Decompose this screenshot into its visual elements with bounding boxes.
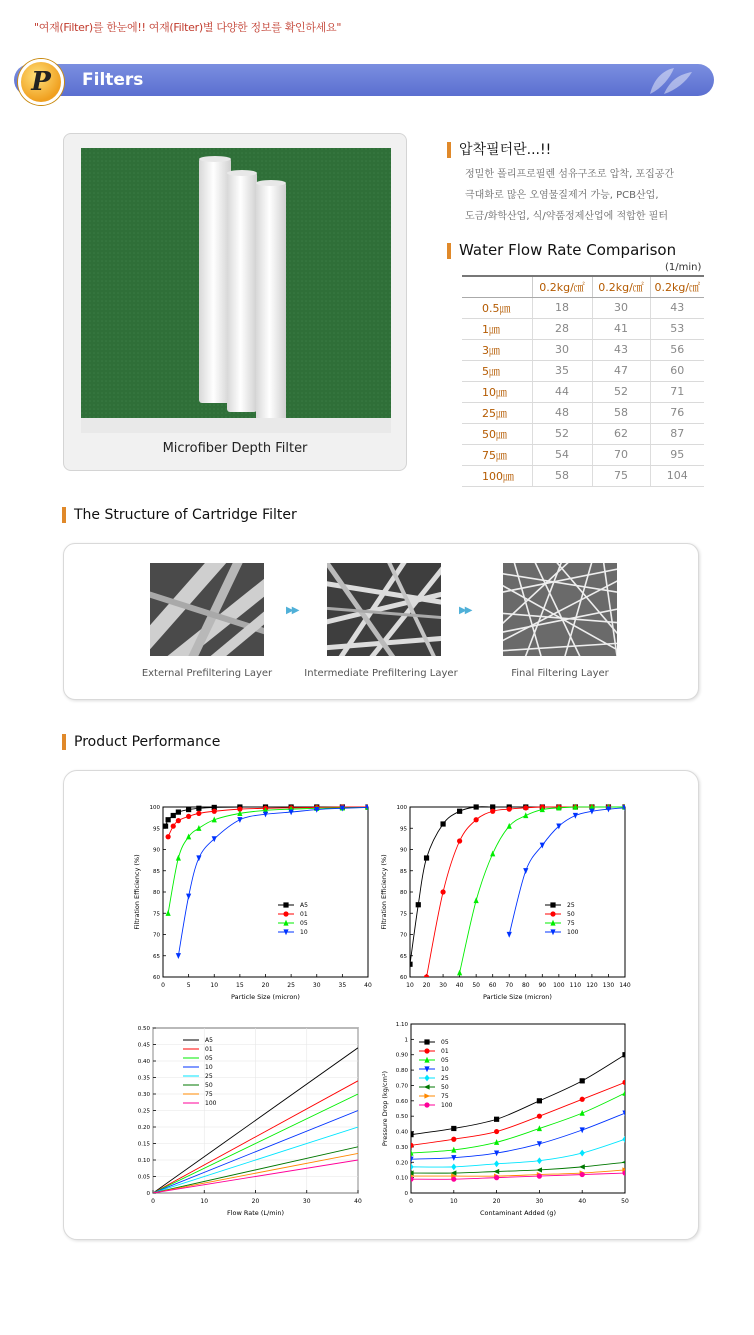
efficiency-chart-large [375,795,635,1005]
flow-rate-table [462,275,704,487]
table-header-row [462,276,704,297]
x-tick-label: 90 [538,982,547,989]
y-tick-label: 0.40 [137,1059,150,1065]
flow-table-heading: Water Flow Rate Comparison [447,241,676,259]
table-cell: 70 [592,444,650,465]
table-cell: 52 [592,381,650,402]
heading-marker [62,734,66,750]
data-point [440,889,445,894]
heading-marker [447,142,451,158]
y-tick-label: 0.80 [395,1068,408,1075]
layer-label: Intermediate Prefiltering Layer [304,668,458,679]
x-tick-label: 35 [338,982,347,989]
row-label: 1㎛ [462,318,532,339]
data-point [424,974,429,979]
legend-label: 05 [441,1057,449,1064]
legend-label: 100 [441,1102,453,1109]
table-cell: 56 [650,339,704,360]
x-tick-label: 30 [312,982,321,989]
y-tick-label: 0 [404,1191,408,1197]
legend-label: A5 [300,902,308,909]
y-tick-label: 0.60 [395,1098,408,1105]
y-tick-label: 100 [149,805,160,811]
flow-pressure-chart [128,1018,378,1228]
p-badge-icon: P [18,59,64,105]
layer-label: Final Filtering Layer [511,668,609,679]
data-point [424,855,429,860]
intro-heading: 압착필터란...!! [447,139,551,159]
row-label: 100㎛ [462,465,532,486]
legend-label: 75 [567,920,575,927]
table-cell: 41 [592,318,650,339]
y-tick-label: 70 [153,932,160,939]
data-point [212,809,217,814]
y-tick-label: 95 [400,826,407,833]
data-point [457,838,462,843]
y-tick-label: 0.70 [395,1083,408,1090]
legend-marker [424,1039,429,1044]
y-axis-label: Filtration Efficiency (%) [380,854,388,930]
x-tick-label: 0 [151,1198,155,1205]
page-title: Filters [82,70,144,90]
data-point [416,902,421,907]
data-point [537,1174,542,1179]
efficiency-chart-small [128,795,378,1005]
data-point [580,1172,585,1177]
x-tick-label: 30 [535,1198,544,1205]
y-tick-label: 90 [400,847,407,854]
legend-label: 100 [567,929,579,936]
y-tick-label: 0.30 [137,1092,150,1098]
y-tick-label: 0.40 [395,1129,408,1136]
x-tick-label: 0 [409,1198,413,1205]
table-cell: 48 [532,402,592,423]
legend-marker [550,902,555,907]
data-point [494,1129,499,1134]
data-point [163,824,168,829]
data-point [451,1177,456,1182]
data-point [523,805,528,810]
y-tick-label: 90 [153,847,160,854]
x-tick-label: 40 [364,982,372,989]
y-tick-label: 100 [396,805,407,811]
table-cell: 62 [592,423,650,444]
y-tick-label: 60 [153,975,160,981]
x-tick-label: 140 [619,982,631,989]
legend-label: 50 [567,911,575,918]
structure-heading: The Structure of Cartridge Filter [62,507,297,523]
table-cell: 54 [532,444,592,465]
external-layer-micrograph [150,563,264,656]
legend-label: A5 [205,1037,213,1044]
x-tick-label: 5 [186,982,191,989]
legend-label: 10 [441,1066,449,1073]
x-axis-label: Particle Size (micron) [483,993,552,1001]
plot-frame [163,807,368,977]
y-tick-label: 0.35 [137,1075,150,1082]
table-row [462,465,704,486]
data-point [622,1080,627,1085]
data-point [166,834,171,839]
data-point [580,1097,585,1102]
data-point [580,1078,585,1083]
x-tick-label: 10 [406,982,414,989]
legend-label: 75 [205,1091,213,1098]
legend-label: 01 [300,911,308,918]
data-point [408,1177,413,1182]
arrow-right-icon: ▶▶ [459,605,471,616]
filter-cartridge-image [81,148,391,433]
x-tick-label: 10 [449,1198,458,1205]
table-cell: 95 [650,444,704,465]
table-cell: 43 [650,297,704,318]
final-layer-micrograph [503,563,617,656]
contaminant-pressure-chart [375,1018,635,1228]
data-point [186,814,191,819]
table-row [462,444,704,465]
x-axis-label: Contaminant Added (g) [479,1209,557,1217]
legend-label: 100 [205,1100,217,1107]
x-tick-label: 10 [200,1198,209,1205]
column-header: 0.2kg/㎠ [592,276,650,297]
table-cell: 47 [592,360,650,381]
legend-label: 01 [441,1048,449,1055]
data-point [494,1117,499,1122]
x-tick-label: 130 [602,982,615,989]
table-row [462,402,704,423]
data-point [622,1052,627,1057]
data-point [474,804,479,809]
y-tick-label: 65 [400,953,407,960]
y-tick-label: 0.10 [137,1158,150,1164]
table-cell: 58 [532,465,592,486]
data-point [451,1137,456,1142]
data-point [440,821,445,826]
legend-marker [550,911,555,916]
table-cell: 44 [532,381,592,402]
table-cell: 87 [650,423,704,444]
column-header: 0.2kg/㎠ [532,276,592,297]
data-point [407,962,412,967]
y-tick-label: 0.15 [137,1141,150,1148]
column-header: 0.2kg/㎠ [650,276,704,297]
table-cell: 35 [532,360,592,381]
x-tick-label: 40 [578,1198,587,1205]
legend-label: 50 [205,1082,213,1089]
row-label: 50㎛ [462,423,532,444]
x-tick-label: 50 [621,1198,629,1205]
intro-line: 도금/화학산업, 식/약품정제산업에 적합한 필터 [465,211,668,222]
row-label: 25㎛ [462,402,532,423]
y-tick-label: 0.30 [395,1144,408,1151]
row-label: 3㎛ [462,339,532,360]
table-cell: 75 [592,465,650,486]
data-point [537,1098,542,1103]
y-tick-label: 0.90 [395,1052,408,1059]
y-tick-label: 0.05 [137,1174,150,1181]
x-tick-label: 10 [210,982,219,989]
y-tick-label: 75 [153,911,160,918]
y-tick-label: 75 [400,911,407,918]
y-axis-label: Pressure Drop (kg/cm²) [381,1070,389,1147]
table-cell: 18 [532,297,592,318]
product-caption: Microfiber Depth Filter [162,441,308,456]
legend-label: 05 [205,1055,213,1062]
data-point [196,811,201,816]
row-label: 75㎛ [462,444,532,465]
table-row [462,318,704,339]
y-tick-label: 85 [400,868,407,875]
data-point [494,1175,499,1180]
y-tick-label: 85 [153,868,160,875]
y-tick-label: 70 [400,932,407,939]
y-tick-label: 0 [146,1191,150,1197]
legend-label: 25 [567,902,575,909]
row-label: 5㎛ [462,360,532,381]
intro-line: 극대화로 많은 오염물질제거 가능, PCB산업, [465,190,659,201]
y-tick-label: 0.50 [137,1026,150,1032]
y-tick-label: 0.20 [137,1125,150,1131]
table-row [462,297,704,318]
y-tick-label: 0.50 [395,1114,408,1121]
table-cell: 60 [650,360,704,381]
data-point [171,813,176,818]
performance-heading: Product Performance [62,734,220,750]
table-cell: 53 [650,318,704,339]
x-tick-label: 100 [553,982,565,989]
x-tick-label: 30 [439,982,447,989]
table-row [462,381,704,402]
y-axis-label: Filtration Efficiency (%) [133,854,141,930]
legend-marker [424,1102,429,1107]
legend-marker [283,902,288,907]
x-tick-label: 0 [161,982,165,989]
table-row [462,360,704,381]
table-cell: 30 [532,339,592,360]
legend-label: 25 [205,1073,213,1080]
x-tick-label: 80 [521,982,530,989]
table-cell: 58 [592,402,650,423]
x-tick-label: 70 [505,982,514,989]
y-tick-label: 80 [153,890,160,896]
legend-label: 25 [441,1075,449,1082]
table-cell: 43 [592,339,650,360]
intermediate-layer-micrograph [327,563,441,656]
y-tick-label: 0.20 [395,1160,408,1167]
data-point [408,1143,413,1148]
corner-cell [462,276,532,297]
y-tick-label: 80 [400,890,407,896]
x-tick-label: 20 [251,1198,260,1205]
data-point [537,1114,542,1119]
data-point [474,817,479,822]
data-point [507,807,512,812]
table-cell: 28 [532,318,592,339]
x-tick-label: 40 [354,1198,362,1205]
intro-line: 정밀한 폴리프로필렌 섬유구조로 압착, 포집공간 [465,169,675,180]
row-label: 10㎛ [462,381,532,402]
x-tick-label: 20 [261,982,270,989]
data-point [166,817,171,822]
y-tick-label: 65 [153,953,160,960]
legend-label: 75 [441,1093,449,1100]
row-label: 0.5㎛ [462,297,532,318]
legend-marker [283,911,288,916]
x-tick-label: 20 [422,982,431,989]
legend-label: 05 [300,920,308,927]
data-point [186,807,191,812]
x-tick-label: 120 [586,982,598,989]
x-tick-label: 60 [488,982,497,989]
legend-label: 01 [205,1046,213,1053]
data-point [176,810,181,815]
x-tick-label: 20 [492,1198,501,1205]
data-point [457,809,462,814]
heading-marker [447,243,451,259]
table-cell: 71 [650,381,704,402]
legend-label: 10 [300,929,308,936]
flow-unit: (1/min) [665,262,702,273]
legend-label: 50 [441,1084,449,1091]
table-cell: 76 [650,402,704,423]
data-point [176,818,181,823]
table-cell: 104 [650,465,704,486]
data-point [171,824,176,829]
layer-label: External Prefiltering Layer [141,668,273,679]
x-tick-label: 25 [287,982,295,989]
table-row [462,423,704,444]
y-tick-label: 0.45 [137,1042,150,1049]
y-tick-label: 1 [404,1037,408,1044]
table-cell: 30 [592,297,650,318]
data-point [408,1132,413,1137]
leaf-decoration-icon [640,64,700,96]
table-row [462,339,704,360]
legend-label: 10 [205,1064,213,1071]
x-tick-label: 40 [455,982,464,989]
heading-marker [62,507,66,523]
legend-label: 05 [441,1039,449,1046]
y-tick-label: 0.25 [137,1108,150,1115]
data-point [622,1170,627,1175]
x-tick-label: 30 [302,1198,311,1205]
x-tick-label: 15 [236,982,244,989]
arrow-right-icon: ▶▶ [286,605,298,616]
x-axis-label: Flow Rate (L/min) [226,1209,285,1217]
intro-description [465,164,725,227]
y-tick-label: 95 [153,826,160,833]
data-point [451,1126,456,1131]
legend-marker [424,1048,429,1053]
table-cell: 52 [532,423,592,444]
y-tick-label: 60 [400,975,407,981]
data-point [196,806,201,811]
x-tick-label: 50 [472,982,480,989]
x-axis-label: Particle Size (micron) [231,993,300,1001]
data-point [490,809,495,814]
x-tick-label: 110 [569,982,582,989]
top-note: "여재(Filter)를 한눈에!! 여재(Filter)별 다양한 정보를 확인하세요" [34,21,342,34]
y-tick-label: 1.10 [395,1022,408,1028]
y-tick-label: 0.10 [395,1175,408,1182]
